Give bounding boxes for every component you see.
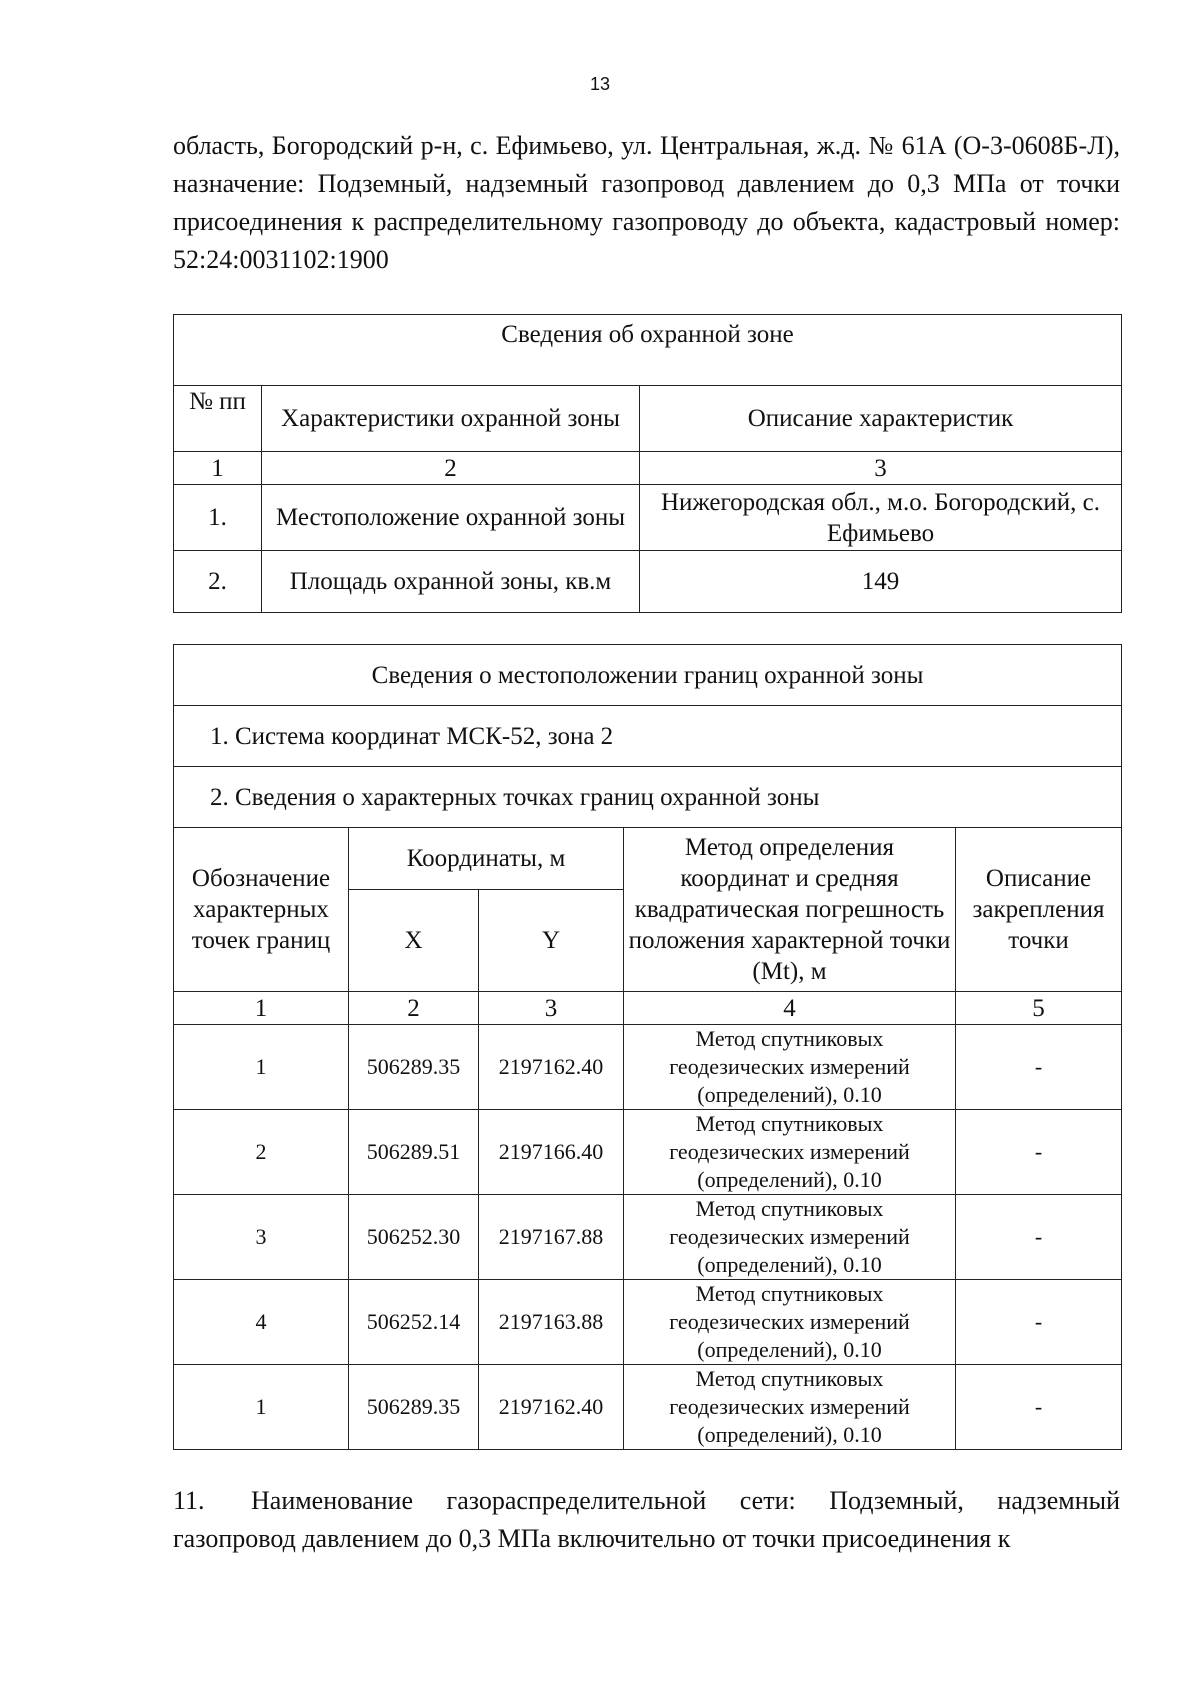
coordinate-system: 1. Система координат МСК-52, зона 2 <box>174 706 1122 767</box>
point-method: Метод спутниковых геодезических измерений (определений), 0.10 <box>624 1365 956 1450</box>
boundary-colnum-2: 2 <box>349 992 479 1025</box>
header-coordinates: Координаты, м <box>349 828 624 890</box>
point-x: 506289.35 <box>349 1025 479 1110</box>
points-caption: 2. Сведения о характерных точках границ охранной зоны <box>174 767 1122 828</box>
point-x: 506252.14 <box>349 1280 479 1365</box>
table-row <box>174 1195 1122 1280</box>
point-fixing: - <box>956 1280 1122 1365</box>
section-text: Наименование газораспределительной сети: Подземный, надземный газопровод давлением до 0,3 МПа включительно от точки присоединения к <box>173 1486 1120 1553</box>
point-fixing: - <box>956 1025 1122 1110</box>
zone-row <box>174 551 1122 613</box>
point-label: 1 <box>174 1025 349 1110</box>
zone-header-description: Описание характеристик <box>640 386 1122 452</box>
boundary-colnum-5: 5 <box>956 992 1122 1025</box>
section-11-paragraph <box>173 1482 1120 1558</box>
table-row <box>174 1280 1122 1365</box>
header-method: Метод определения координат и средняя квадратическая погрешность положения характерной точки (Mt), м <box>624 828 956 992</box>
point-method: Метод спутниковых геодезических измерений (определений), 0.10 <box>624 1025 956 1110</box>
zone-row-description: Нижегородская обл., м.о. Богородский, с. Ефимьево <box>640 485 1122 551</box>
zone-colnum-1: 1 <box>174 452 262 485</box>
point-method: Метод спутниковых геодезических измерений (определений), 0.10 <box>624 1280 956 1365</box>
section-number: 11. <box>173 1486 205 1515</box>
header-y: Y <box>479 890 624 992</box>
zone-header-num: № пп <box>174 386 262 452</box>
point-y: 2197162.40 <box>479 1365 624 1450</box>
boundary-colnum-4: 4 <box>624 992 956 1025</box>
point-fixing: - <box>956 1110 1122 1195</box>
zone-colnum-2: 2 <box>262 452 640 485</box>
point-y: 2197163.88 <box>479 1280 624 1365</box>
zone-row-characteristic: Площадь охранной зоны, кв.м <box>262 551 640 613</box>
boundary-colnum-1: 1 <box>174 992 349 1025</box>
table-row <box>174 1365 1122 1450</box>
zone-row <box>174 485 1122 551</box>
zone-table-title: Сведения об охранной зоне <box>174 315 1122 386</box>
point-method: Метод спутниковых геодезических измерений (определений), 0.10 <box>624 1195 956 1280</box>
point-label: 1 <box>174 1365 349 1450</box>
zone-row-characteristic: Местоположение охранной зоны <box>262 485 640 551</box>
protection-zone-table <box>173 314 1122 613</box>
point-y: 2197162.40 <box>479 1025 624 1110</box>
point-fixing: - <box>956 1195 1122 1280</box>
zone-header-characteristic: Характеристики охранной зоны <box>262 386 640 452</box>
point-x: 506252.30 <box>349 1195 479 1280</box>
boundary-table-title: Сведения о местоположении границ охранной зоны <box>174 645 1122 706</box>
table-row <box>174 1110 1122 1195</box>
point-y: 2197166.40 <box>479 1110 624 1195</box>
point-x: 506289.35 <box>349 1365 479 1450</box>
point-method: Метод спутниковых геодезических измерений (определений), 0.10 <box>624 1110 956 1195</box>
header-x: X <box>349 890 479 992</box>
point-label: 3 <box>174 1195 349 1280</box>
zone-row-description: 149 <box>640 551 1122 613</box>
point-fixing: - <box>956 1365 1122 1450</box>
header-point-designation: Обозначение характерных точек границ <box>174 828 349 992</box>
table-row <box>174 1025 1122 1110</box>
intro-paragraph: область, Богородский р-н, с. Ефимьево, ул. Центральная, ж.д. № 61А (О-3-0608Б-Л), назначение: Подземный, надземный газопровод давлением до 0,3 МПа от точки присоединения к распределительному газопроводу до объекта, кадастровый номер: 52:24:0031102:1900 <box>173 131 1120 274</box>
header-fixing: Описание закрепления точки <box>956 828 1122 992</box>
zone-row-num: 2. <box>174 551 262 613</box>
point-label: 4 <box>174 1280 349 1365</box>
boundary-colnum-3: 3 <box>479 992 624 1025</box>
zone-colnum-3: 3 <box>640 452 1122 485</box>
point-label: 2 <box>174 1110 349 1195</box>
point-x: 506289.51 <box>349 1110 479 1195</box>
zone-row-num: 1. <box>174 485 262 551</box>
page-number: 13 <box>589 74 611 94</box>
boundary-points-table <box>173 644 1122 1450</box>
point-y: 2197167.88 <box>479 1195 624 1280</box>
